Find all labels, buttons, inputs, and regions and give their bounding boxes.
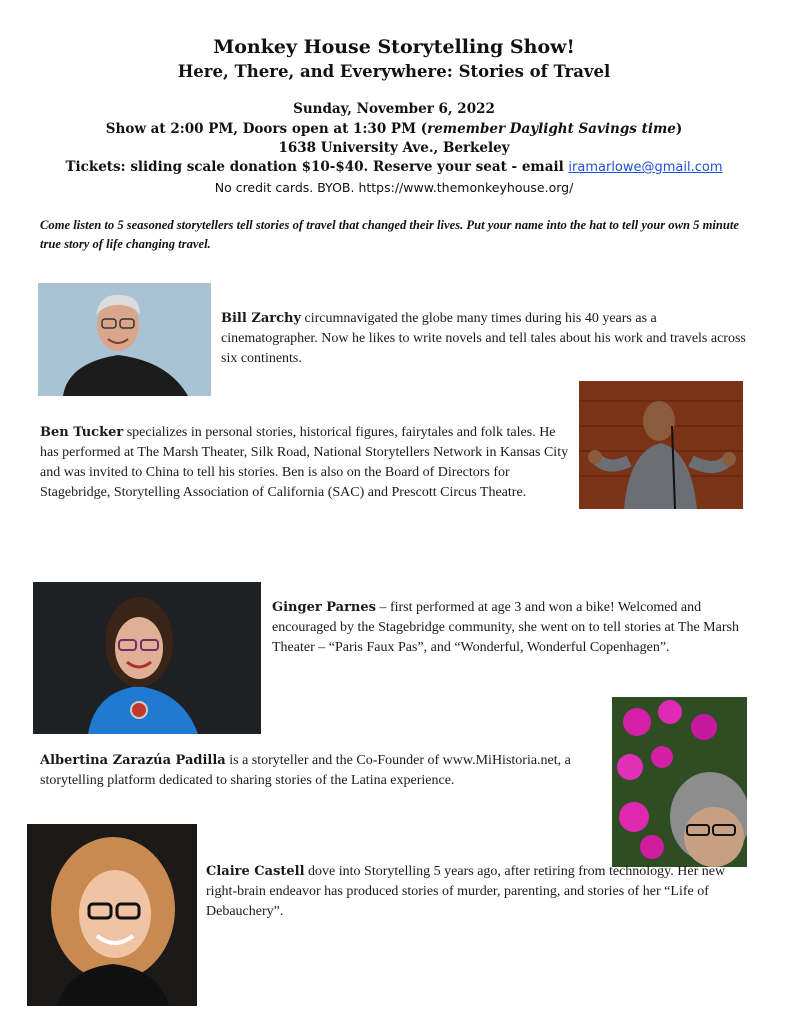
venue-address: 1638 University Ave., Berkeley: [278, 140, 510, 156]
show-time-note: remember Daylight Savings time: [427, 121, 676, 137]
event-notes: No credit cards. BYOB. https://www.themonkeyhouse.org/: [214, 180, 574, 195]
performer-name: Ginger Parnes: [272, 600, 376, 615]
performer-bio: specializes in personal stories, historical figures, fairytales and folk tales. He has performed at The Marsh Theater, Silk Road, National Storytellers Network in Kansas City and was invited to China to tell his stories. Ben is also on the Board of Directors for Stagebridge, Storytelling Association of California (SAC) and Prescott Circus Theatre.: [40, 425, 569, 500]
email-link[interactable]: iramarlowe@gmail.com: [568, 160, 723, 175]
performer-name: Claire Castell: [206, 864, 305, 879]
performer-bio: circumnavigated the globe many times during his 40 years as a cinematographer. Now he likes to write novels and tell tales about his work and travels across six continents.: [221, 311, 746, 366]
performer-bio: dove into Storytelling 5 years ago, after retiring from technology. Her new right-brain endeavor has produced stories of murder, parenting, and stories of her “Life of Debauchery”.: [206, 864, 726, 919]
show-time-text: Show at 2:00 PM, Doors open at 1:30 PM (: [105, 121, 428, 137]
performer-name: Albertina Zarazúa Padilla: [40, 753, 226, 768]
show-time: [0, 121, 788, 137]
ginger-parnes-photo: [33, 582, 261, 734]
tickets-text: Tickets: sliding scale donation $10-$40. Reserve your seat - email: [65, 159, 569, 175]
bill-zarchy-bio: [221, 309, 756, 369]
tickets-line: [0, 159, 788, 175]
page-subtitle: Here, There, and Everywhere: Stories of Travel: [177, 62, 611, 81]
performer-bio: – first performed at age 3 and won a bike! Welcomed and encouraged by the Stagebridge community, she went on to tell stories at The Marsh Theater – “Paris Faux Pas”, and “Wonderful, Wonderful Copenhagen”.: [272, 600, 739, 655]
ginger-parnes-bio: [272, 598, 762, 658]
claire-castell-photo: [27, 824, 197, 1006]
albertina-padilla-photo: [612, 697, 747, 867]
ben-tucker-photo: [579, 381, 743, 509]
show-time-close: ): [675, 121, 683, 137]
ben-tucker-bio: [40, 423, 575, 503]
performer-name: Ben Tucker: [40, 425, 124, 440]
claire-castell-bio: [206, 862, 726, 922]
intro-text: Come listen to 5 seasoned storytellers tell stories of travel that changed their lives. Put your name into the hat to tell your own 5 minute true story of life changing travel.: [40, 218, 739, 251]
performer-name: Bill Zarchy: [221, 311, 302, 326]
albertina-padilla-bio: [40, 751, 600, 791]
page-title: Monkey House Storytelling Show!: [213, 36, 575, 58]
bill-zarchy-photo: [38, 283, 211, 396]
event-date: Sunday, November 6, 2022: [293, 101, 495, 117]
performer-bio: is a storyteller and the Co-Founder of www.MiHistoria.net, a storytelling platform dedicated to sharing stories of the Latina experience.: [40, 753, 571, 788]
